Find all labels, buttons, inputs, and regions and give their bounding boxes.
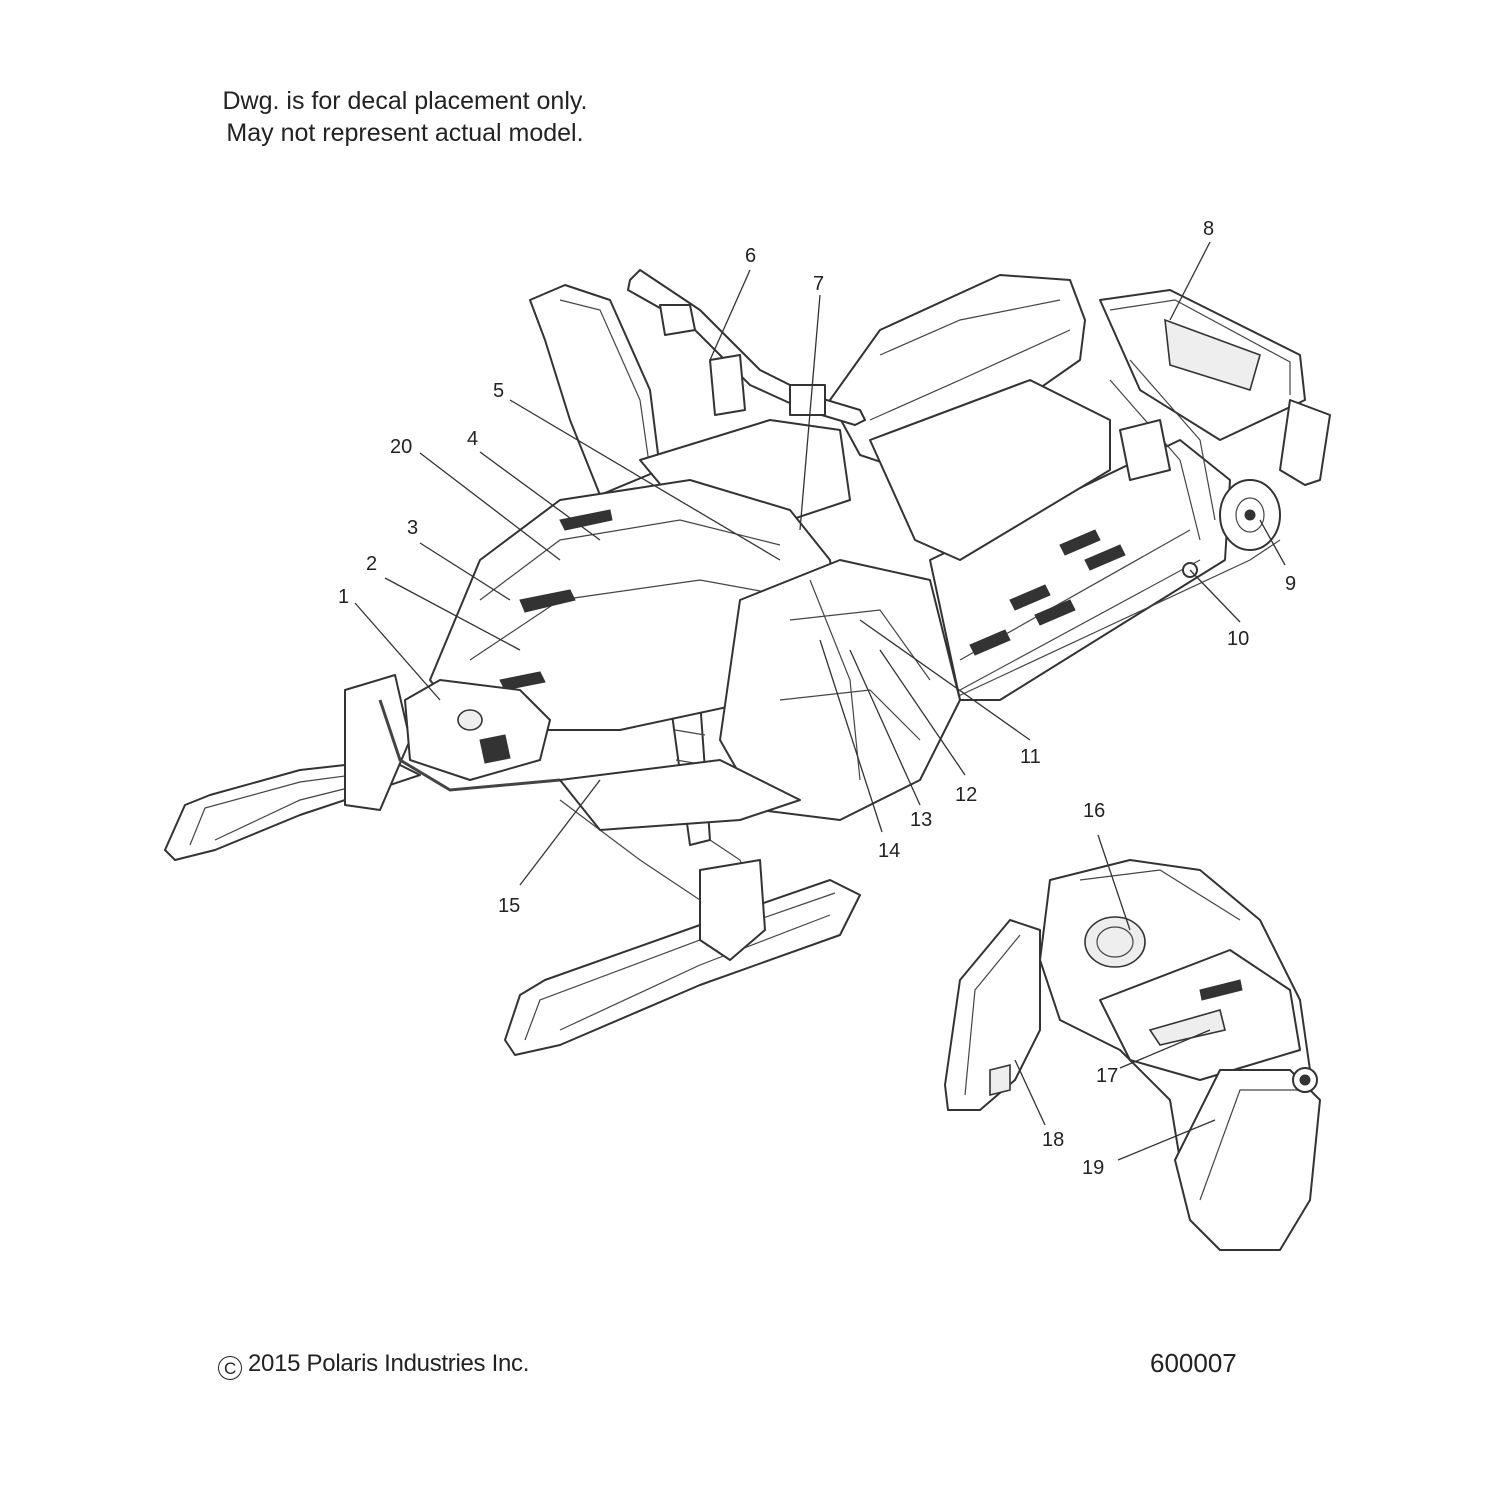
- callout-6: 6: [745, 245, 757, 267]
- callout-10: 10: [1227, 628, 1250, 650]
- right-ski: [505, 880, 860, 1055]
- callout-16: 16: [1083, 800, 1106, 822]
- copyright-symbol-icon: C: [218, 1356, 242, 1380]
- callout-14: 14: [878, 840, 901, 862]
- callout-12: 12: [955, 784, 978, 806]
- callout-17: 17: [1096, 1065, 1119, 1087]
- callout-4: 4: [467, 428, 479, 450]
- callout-15: 15: [498, 895, 521, 917]
- callout-3: 3: [407, 517, 419, 539]
- placement-note-line-2: May not represent actual model.: [226, 119, 584, 147]
- windshield: [530, 285, 660, 495]
- callout-19: 19: [1082, 1157, 1105, 1179]
- copyright-text: 2015 Polaris Industries Inc.: [248, 1350, 530, 1377]
- callout-20: 20: [390, 436, 413, 458]
- callout-7: 7: [813, 273, 825, 295]
- side-panel-detail-drawing: [945, 860, 1320, 1250]
- callout-18: 18: [1042, 1129, 1065, 1151]
- callout-11: 11: [1020, 746, 1041, 768]
- copyright-notice: [218, 1350, 529, 1380]
- filler-opening: [1085, 917, 1145, 967]
- handlebar: [628, 270, 865, 425]
- callout-8: 8: [1203, 218, 1215, 240]
- callout-9: 9: [1285, 573, 1297, 595]
- placement-note-line-1: Dwg. is for decal placement only.: [222, 87, 588, 115]
- snow-flap: [1280, 400, 1330, 485]
- callout-5: 5: [493, 380, 505, 402]
- drawing-number: 600007: [1150, 1348, 1237, 1378]
- callout-1: 1: [338, 586, 350, 608]
- callout-2: 2: [366, 553, 378, 575]
- callout-13: 13: [910, 809, 933, 831]
